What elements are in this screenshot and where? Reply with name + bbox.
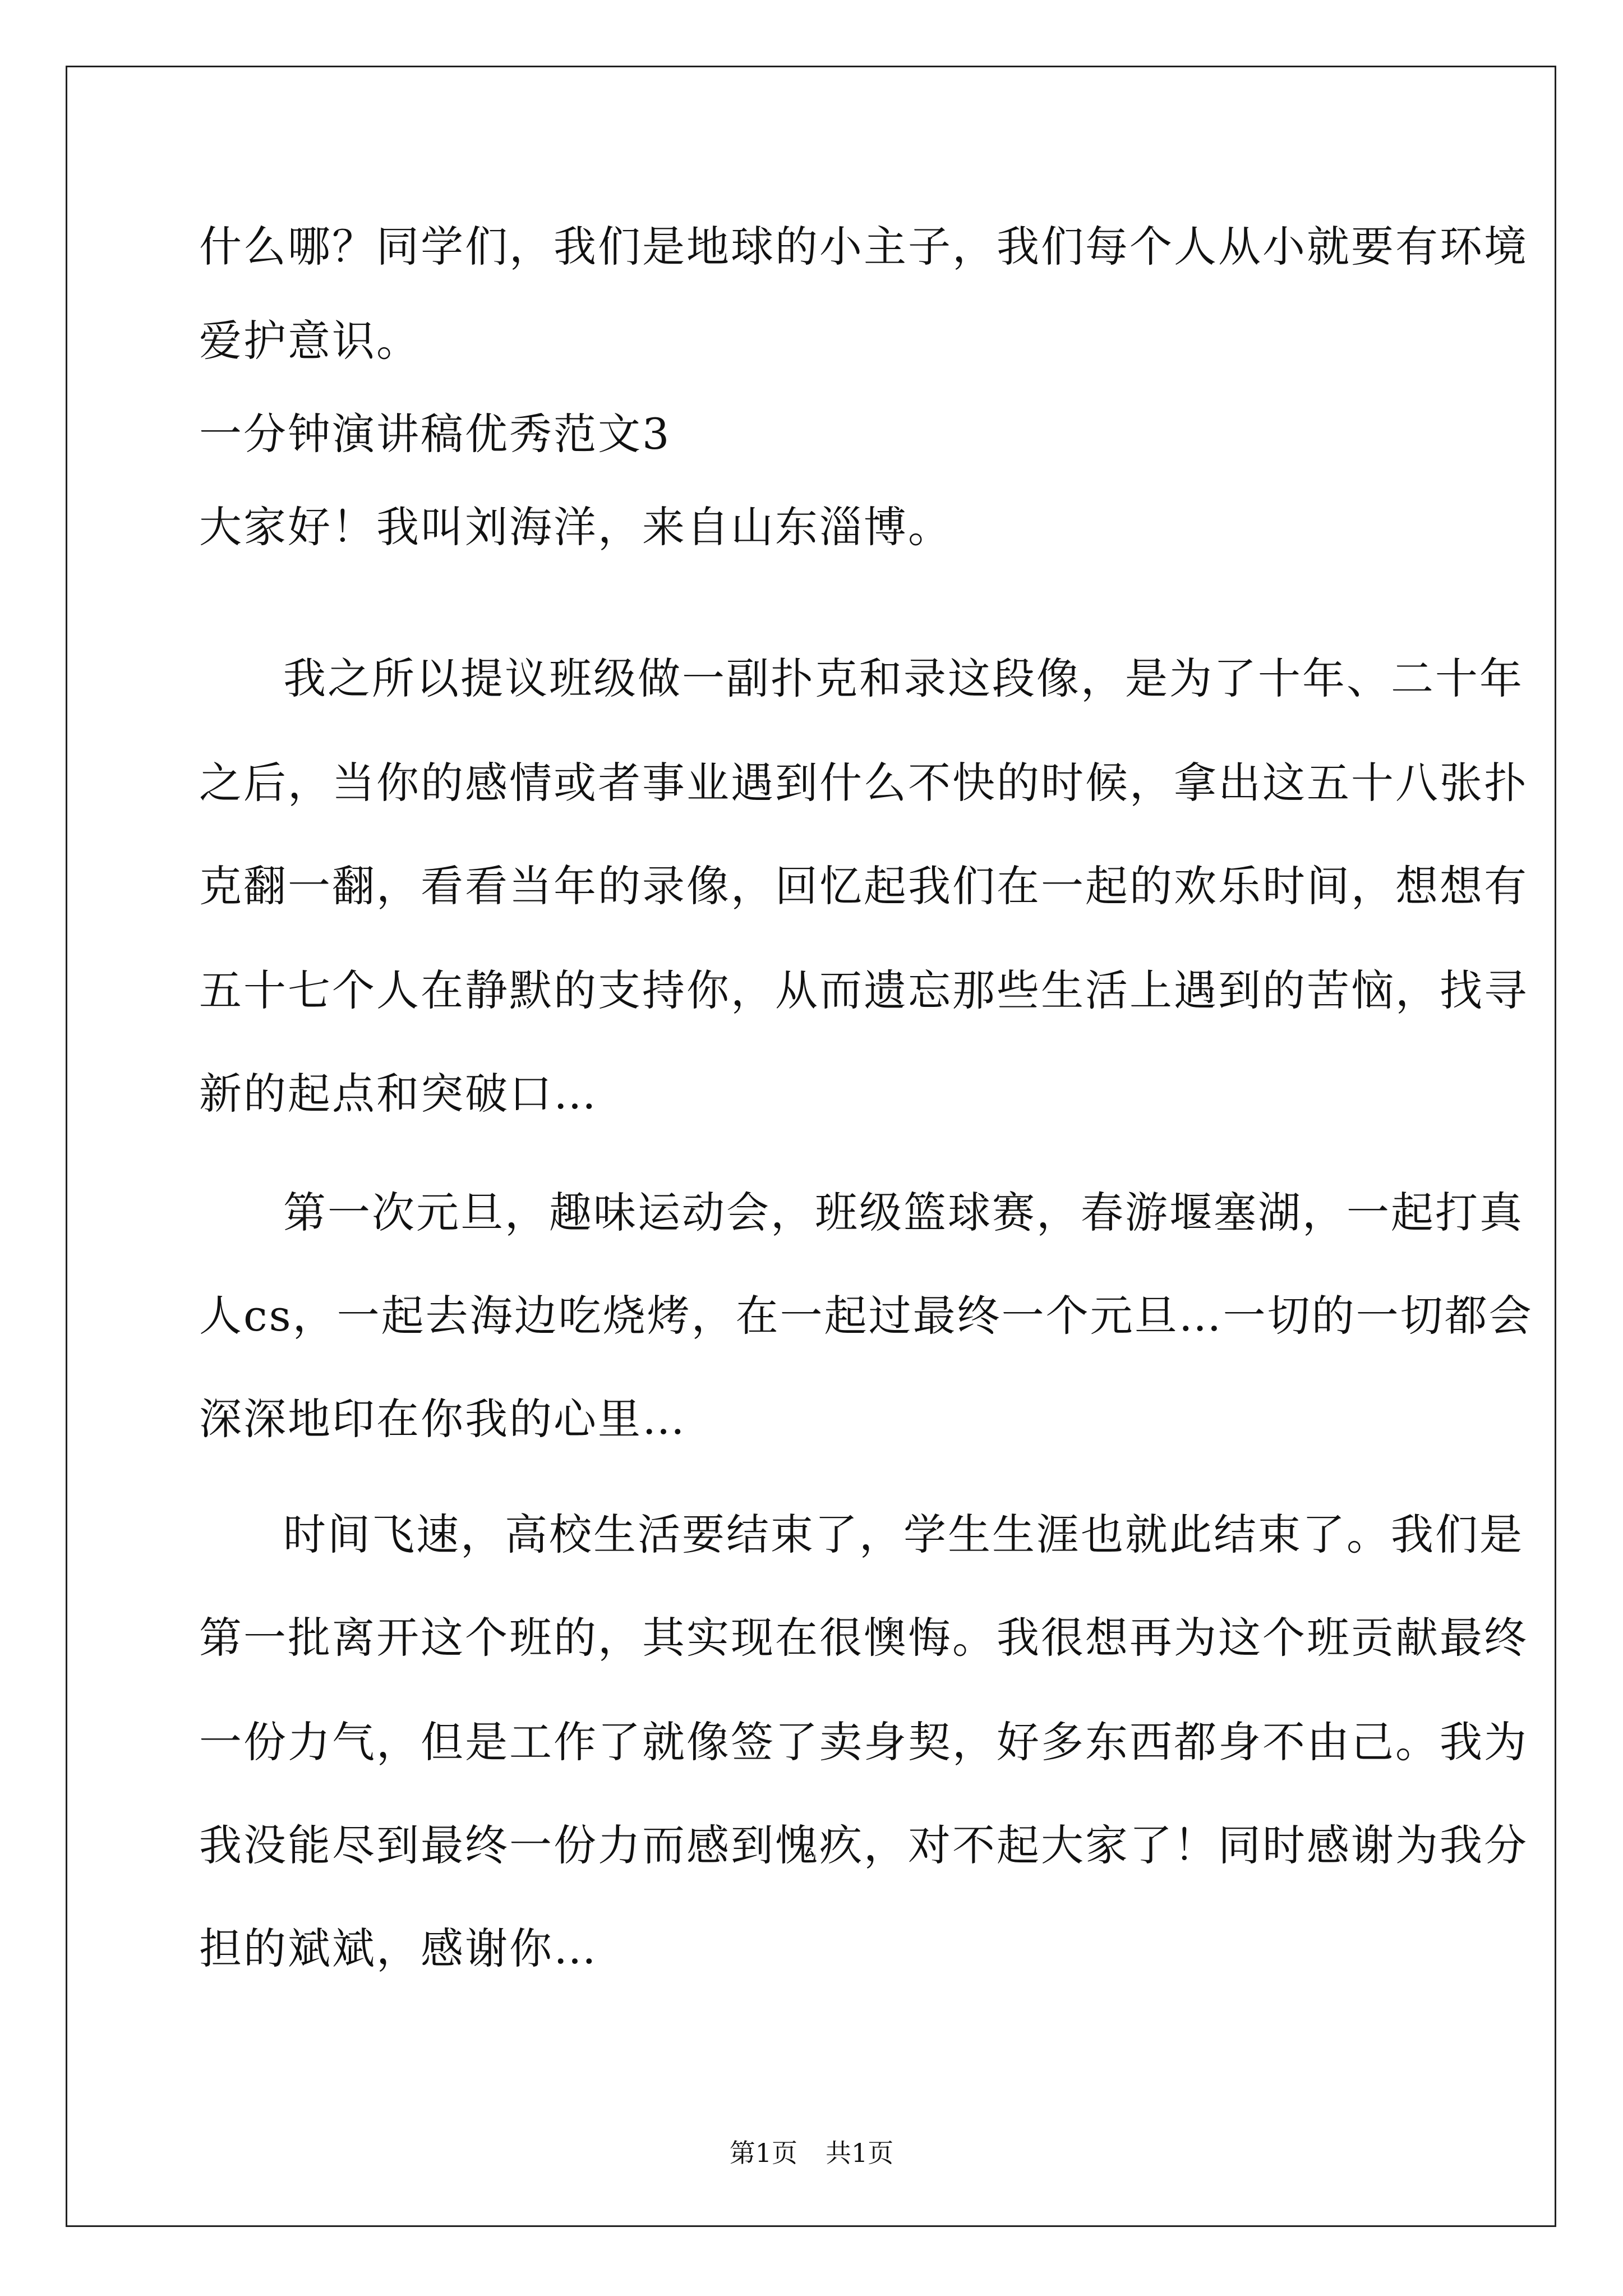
paragraph-3-line-4: 我没能尽到最终一份力而感到愧疚，对不起大家了！同时感谢为我分: [199, 1820, 1528, 1870]
body-line-2: 爱护意识。: [199, 316, 421, 366]
greeting-line: 大家好！我叫刘海洋，来自山东淄博。: [199, 502, 952, 552]
paragraph-1-line-1: 我之所以提议班级做一副扑克和录这段像，是为了十年、二十年: [283, 654, 1524, 703]
page-number: 第1页: [729, 2138, 797, 2168]
page-border: [66, 66, 1556, 2227]
paragraph-1-line-4: 五十七个人在静默的支持你，从而遗忘那些生活上遇到的苦恼，找寻: [199, 965, 1528, 1015]
paragraph-1-line-3: 克翻一翻，看看当年的录像，回忆起我们在一起的欢乐时间，想想有: [199, 861, 1528, 911]
paragraph-3-line-1: 时间飞速，高校生活要结束了，学生生涯也就此结束了。我们是: [283, 1510, 1524, 1559]
paragraph-2-line-2: 人cs，一起去海边吃烧烤，在一起过最终一个元旦…一切的一切都会: [199, 1291, 1533, 1341]
paragraph-3-line-3: 一份力气，但是工作了就像签了卖身契，好多东西都身不由己。我为: [199, 1717, 1528, 1767]
paragraph-2-line-1: 第一次元旦，趣味运动会，班级篮球赛，春游堰塞湖，一起打真: [283, 1188, 1524, 1237]
paragraph-1-line-2: 之后，当你的感情或者事业遇到什么不快的时候，拿出这五十八张扑: [199, 758, 1528, 808]
paragraph-1-line-5: 新的起点和突破口…: [199, 1069, 598, 1119]
paragraph-2-line-3: 深深地印在你我的心里…: [199, 1394, 686, 1444]
body-line-1: 什么哪？同学们，我们是地球的小主子，我们每个人从小就要有环境: [199, 222, 1528, 272]
paragraph-3-line-2: 第一批离开这个班的，其实现在很懊悔。我很想再为这个班贡献最终: [199, 1613, 1528, 1663]
page-total: 共1页: [826, 2138, 894, 2168]
paragraph-3-line-5: 担的斌斌，感谢你…: [199, 1924, 598, 1973]
section-heading: 一分钟演讲稿优秀范文3: [199, 409, 671, 459]
page-footer: [0, 2136, 1623, 2170]
